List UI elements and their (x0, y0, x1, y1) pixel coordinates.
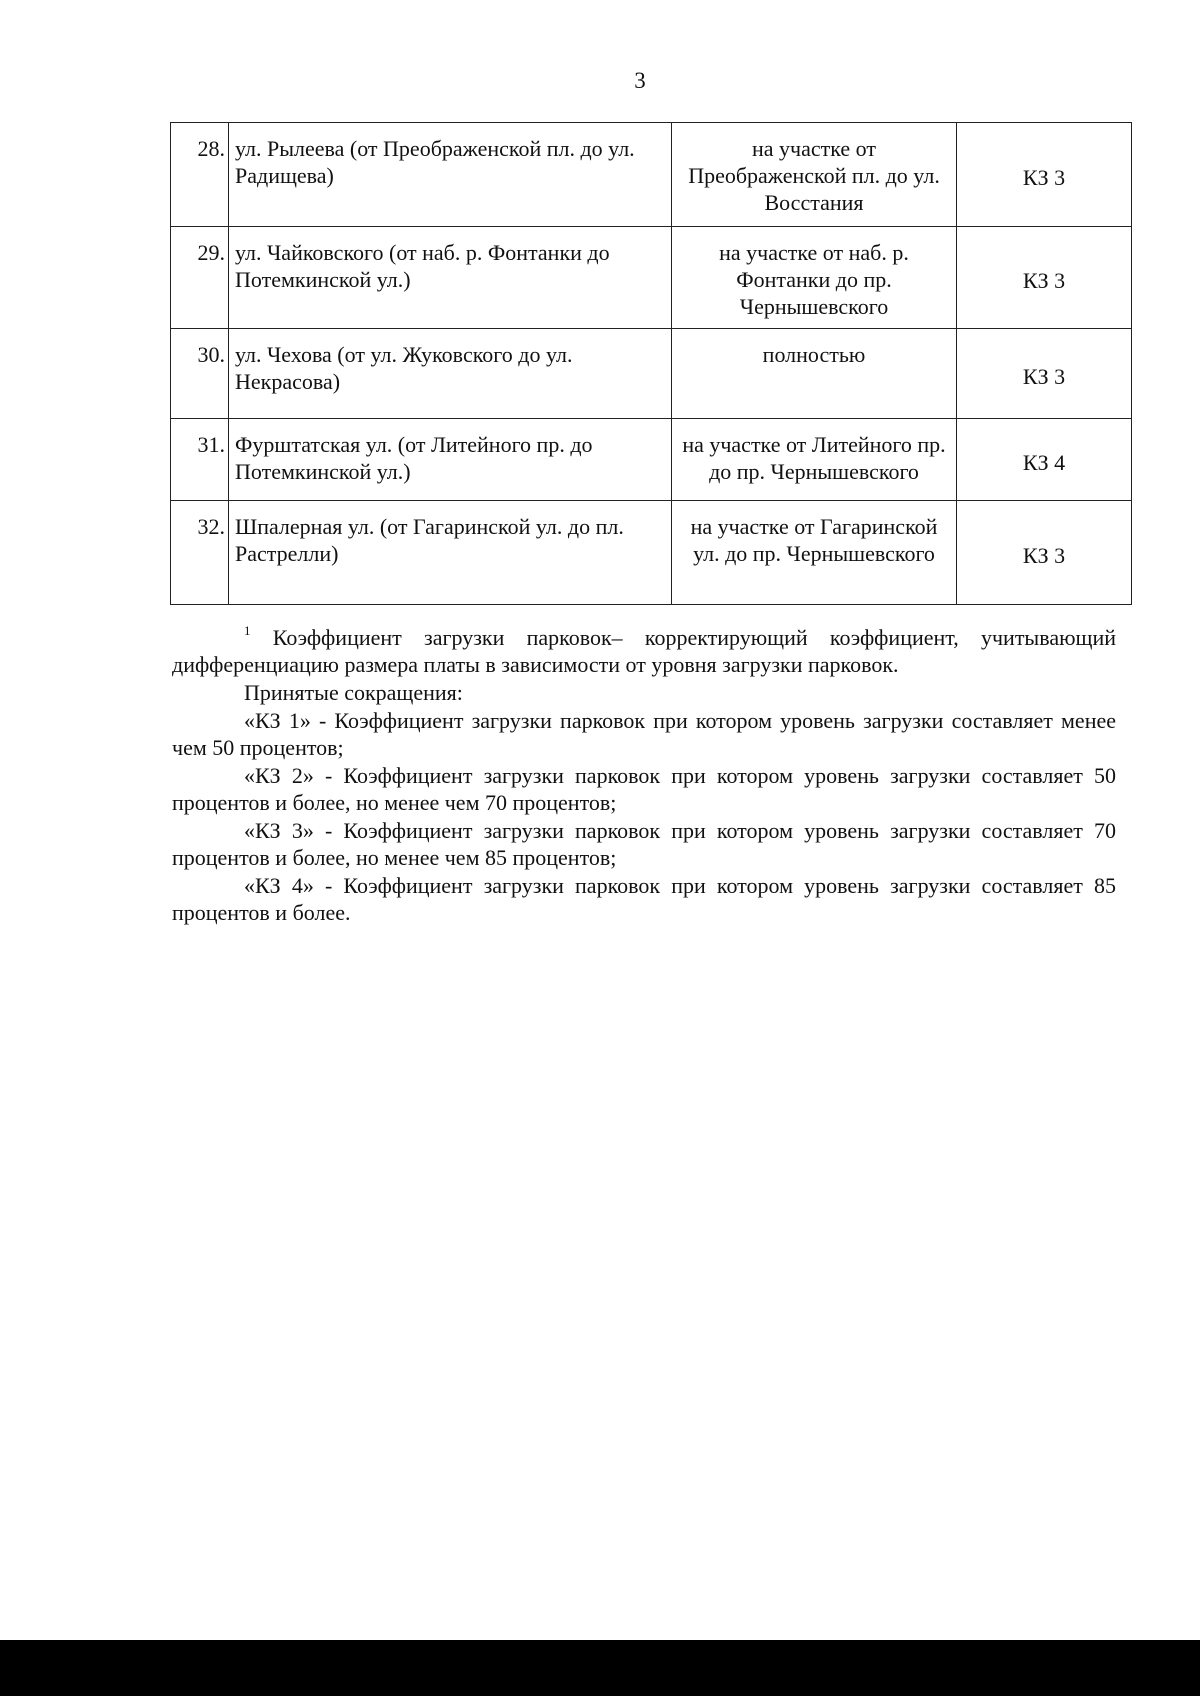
row-number: 31. (171, 419, 229, 501)
table-row (171, 419, 1132, 501)
table-row (171, 123, 1132, 227)
street-name: Фурштатская ул. (от Литейного пр. до Потемкинской ул.) (229, 419, 672, 501)
street-name: ул. Рылеева (от Преображенской пл. до ул. Радищева) (229, 123, 672, 227)
parking-zones-table (170, 122, 1132, 605)
load-coefficient: КЗ 3 (957, 123, 1132, 227)
load-coefficient: КЗ 3 (957, 501, 1132, 605)
abbreviation-item: «КЗ 4» - Коэффициент загрузки парковок при котором уровень загрузки составляет 85 процентов и более. (172, 873, 1116, 925)
load-coefficient: КЗ 3 (957, 227, 1132, 329)
street-name: ул. Чайковского (от наб. р. Фонтанки до Потемкинской ул.) (229, 227, 672, 329)
footnotes (172, 624, 1116, 927)
street-section: на участке от Литейного пр. до пр. Чернышевского (672, 419, 957, 501)
load-coefficient: КЗ 3 (957, 329, 1132, 419)
row-number: 28. (171, 123, 229, 227)
footnote-paragraph (172, 624, 1116, 678)
street-name: ул. Чехова (от ул. Жуковского до ул. Некрасова) (229, 329, 672, 419)
load-coefficient: КЗ 4 (957, 419, 1132, 501)
abbreviation-item: «КЗ 1» - Коэффициент загрузки парковок при котором уровень загрузки составляет менее чем 50 процентов; (172, 708, 1116, 760)
row-number: 32. (171, 501, 229, 605)
page-number: 3 (634, 68, 646, 93)
abbreviation-item: «КЗ 3» - Коэффициент загрузки парковок при котором уровень загрузки составляет 70 процентов и более, но менее чем 85 процентов; (172, 818, 1116, 870)
footnote-text: Коэффициент загрузки парковок– корректирующий коэффициент, учитывающий дифференциацию размера платы в зависимости от уровня загрузки парковок. (172, 625, 1117, 677)
table-row (171, 329, 1132, 419)
table-row (171, 227, 1132, 329)
table-row (171, 501, 1132, 605)
row-number: 29. (171, 227, 229, 329)
street-section: на участке от Преображенской пл. до ул. Восстания (672, 123, 957, 227)
abbreviation-item: «КЗ 2» - Коэффициент загрузки парковок при котором уровень загрузки составляет 50 процентов и более, но менее чем 70 процентов; (172, 763, 1116, 815)
street-section: на участке от наб. р. Фонтанки до пр. Чернышевского (672, 227, 957, 329)
street-section: полностью (672, 329, 957, 419)
footnote-mark: 1 (244, 623, 251, 638)
abbreviations-heading: Принятые сокращения: (244, 680, 463, 705)
street-section: на участке от Гагаринской ул. до пр. Чернышевского (672, 501, 957, 605)
street-name: Шпалерная ул. (от Гагаринской ул. до пл. Растрелли) (229, 501, 672, 605)
row-number: 30. (171, 329, 229, 419)
scan-edge-bar (0, 1640, 1200, 1696)
